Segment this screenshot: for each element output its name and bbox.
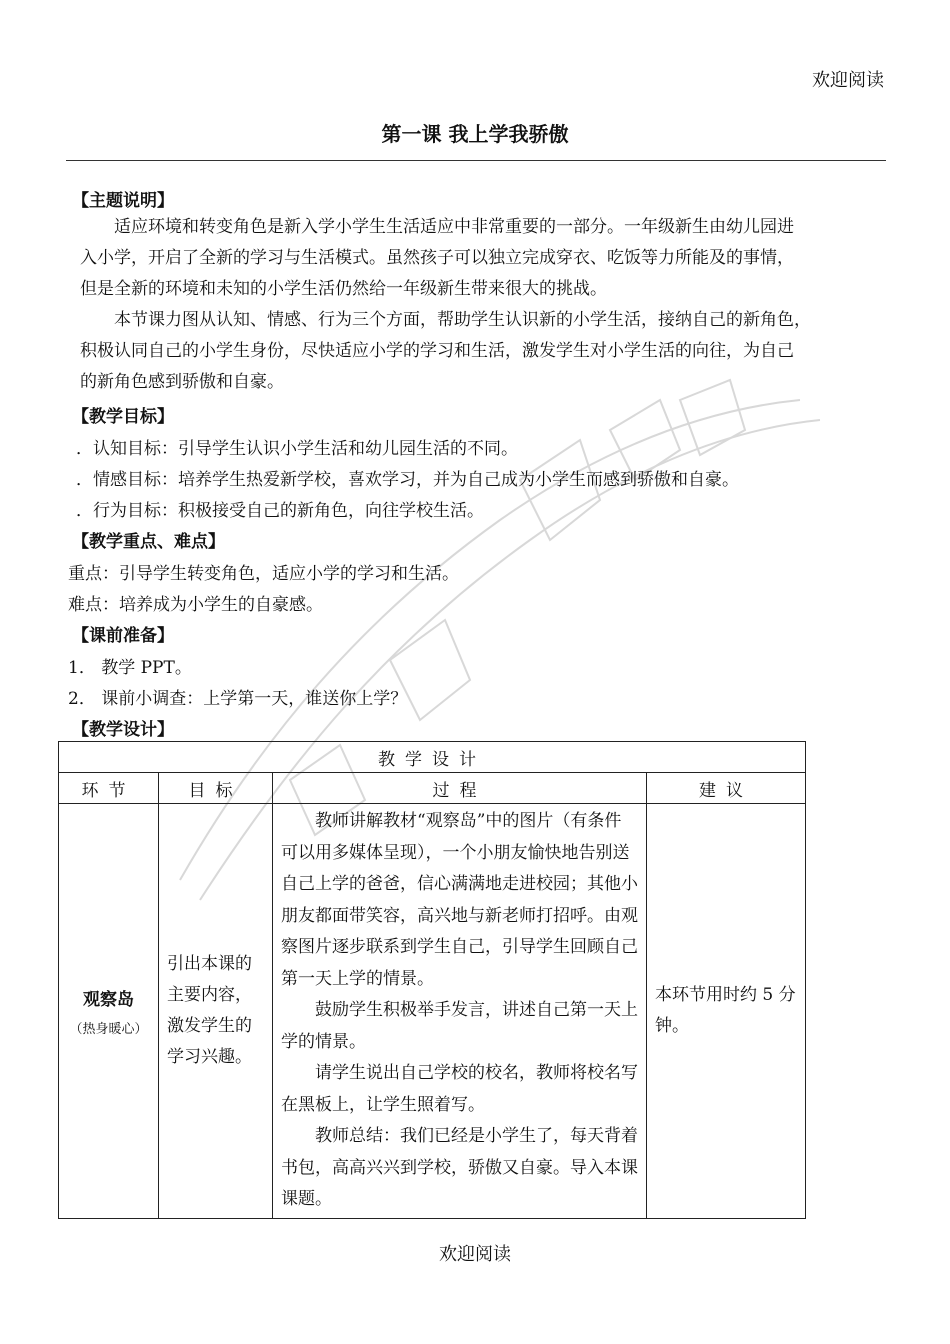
suggestion-cell: 本环节用时约 5 分钟。 bbox=[647, 804, 806, 1219]
column-header-stage: 环节 bbox=[59, 773, 159, 804]
goals-heading: 【教学目标】 bbox=[72, 407, 174, 427]
stage-name: 观察岛 bbox=[83, 989, 134, 1010]
page-footer: 欢迎阅读 bbox=[439, 1244, 511, 1265]
prep-item-2: 2． 课前小调查：上学第一天，谁送你上学？ bbox=[68, 689, 408, 709]
theme-p1-line-3: 但是全新的环境和未知的小学生活仍然给一年级新生带来很大的挑战。 bbox=[80, 279, 607, 299]
theme-p1-line-2: 入小学，开启了全新的学习与生活模式。虽然孩子可以独立完成穿衣、吃饭等力所能及的事情， bbox=[80, 248, 794, 268]
theme-heading: 【主题说明】 bbox=[72, 191, 174, 211]
process-paragraph: 教师总结：我们已经是小学生了，每天背着书包，高高兴兴到学校，骄傲又自豪。导入本课课题。 bbox=[281, 1126, 638, 1209]
theme-paragraph-1 bbox=[80, 212, 890, 305]
column-header-goal: 目标 bbox=[159, 773, 273, 804]
goal-item-emotional: ．情感目标：培养学生热爱新学校，喜欢学习，并为自己成为小学生而感到骄傲和自豪。 bbox=[76, 470, 739, 490]
theme-paragraph-2 bbox=[80, 305, 890, 398]
key-points-heading: 【教学重点、难点】 bbox=[72, 532, 225, 552]
column-header-process: 过程 bbox=[273, 773, 647, 804]
theme-p1-line-1: 适应环境和转变角色是新入学小学生生活适应中非常重要的一部分。一年级新生由幼儿园进 bbox=[114, 217, 794, 237]
process-paragraph: 请学生说出自己学校的校名，教师将校名写在黑板上，让学生照着写。 bbox=[281, 1063, 638, 1115]
goal-cell: 引出本课的主要内容，激发学生的学习兴趣。 bbox=[159, 804, 273, 1219]
process-paragraph: 教师讲解教材“观察岛”中的图片（有条件可以用多媒体呈现），一个小朋友愉快地告别送自己上学的爸爸，信心满满地走进校园；其他小朋友都面带笑容，高兴地与新老师打招呼。由观察图片逐步联系到学生自己，引导学生回顾自己第一天上学的情景。 bbox=[281, 811, 638, 989]
prep-item-1: 1． 教学 PPT。 bbox=[68, 658, 192, 678]
stage-cell bbox=[59, 804, 159, 1219]
column-header-suggestion: 建议 bbox=[647, 773, 806, 804]
goal-item-cognitive: ．认知目标：引导学生认识小学生活和幼儿园生活的不同。 bbox=[76, 439, 518, 459]
process-cell bbox=[273, 804, 647, 1219]
goal-item-behavior: ．行为目标：积极接受自己的新角色，向往学校生活。 bbox=[76, 501, 484, 521]
page-title: 第一课 我上学我骄傲 bbox=[381, 122, 569, 146]
prep-heading: 【课前准备】 bbox=[72, 626, 174, 646]
page-header: 欢迎阅读 bbox=[812, 70, 884, 91]
key-point-focus: 重点：引导学生转变角色，适应小学的学习和生活。 bbox=[68, 564, 459, 584]
theme-p2-line-3: 的新角色感到骄傲和自豪。 bbox=[80, 372, 284, 392]
process-paragraph: 鼓励学生积极举手发言，讲述自己第一天上学的情景。 bbox=[281, 1000, 638, 1052]
theme-p2-line-2: 积极认同自己的小学生身份，尽快适应小学的学习和生活，激发学生对小学生活的向往，为自己 bbox=[80, 341, 794, 361]
table-row bbox=[59, 804, 806, 1219]
table-title: 教学设计 bbox=[59, 742, 806, 773]
theme-p2-line-1: 本节课力图从认知、情感、行为三个方面，帮助学生认识新的小学生活，接纳自己的新角色， bbox=[114, 310, 811, 330]
title-divider bbox=[66, 160, 886, 161]
stage-subtitle: （热身暖心） bbox=[69, 1021, 148, 1037]
design-heading: 【教学设计】 bbox=[72, 720, 174, 740]
teaching-design-table bbox=[58, 741, 806, 1219]
key-point-difficulty: 难点：培养成为小学生的自豪感。 bbox=[68, 595, 323, 615]
